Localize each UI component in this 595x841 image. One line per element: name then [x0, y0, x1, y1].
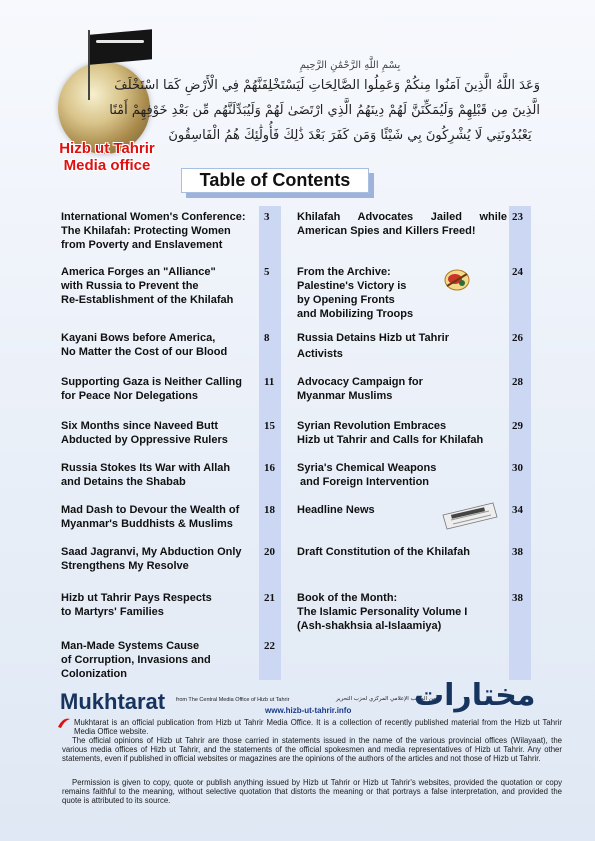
disclaimer-paragraph-3: Permission is given to copy, quote or publish anything issued by Hizb ut Tahrir or Hizb ut Tahrir's websites, provided the quotation or copy remains faithful to the meaning, without selective quotation that distorts the meaning or that portrays a false interpretation, and provided the quote is attributed to its source. — [62, 778, 562, 805]
toc-entry-title: Advocacy Campaign for Myanmar Muslims — [297, 376, 423, 402]
toc-entry-page: 15 — [264, 420, 275, 432]
toc-entry-page: 18 — [264, 504, 275, 516]
toc-entry-page: 24 — [512, 266, 523, 278]
verse-line-1: وَعَدَ اللَّهُ الَّذِينَ آمَنُوا مِنكُمْ وَعَمِلُوا الصَّالِحَاتِ لَيَسْتَخْلِفَنَّهُمْ فِي الْأَرْضِ كَمَا اسْتَخْلَفَ — [114, 78, 540, 93]
toc-entry-page: 22 — [264, 640, 275, 652]
toc-entry-page: 8 — [264, 332, 270, 344]
toc-entry-page: 28 — [512, 376, 523, 388]
toc-entry-title: Saad Jagranvi, My Abduction Only Strengthens My Resolve — [61, 546, 242, 572]
toc-entry-page: 34 — [512, 504, 523, 516]
toc-entry-page: 30 — [512, 462, 523, 474]
toc-entry-page: 16 — [264, 462, 275, 474]
toc-entry-title: Russia Stokes Its War with Allah and Detains the Shabab — [61, 462, 231, 488]
logo-title — [57, 140, 157, 174]
toc-entry-page: 3 — [264, 211, 270, 223]
brand-mukhtarat-ar: مختارات — [414, 678, 536, 713]
toc-entry-title: Draft Constitution of the Khilafah — [297, 546, 470, 558]
toc-entry-title: Russia Detains Hizb ut Tahrir Activists — [297, 332, 449, 360]
toc-entry-page: 21 — [264, 592, 275, 604]
toc-entry-title: Six Months since Naveed Butt Abducted by Oppressive Rulers — [61, 420, 228, 446]
toc-entry-title: Supporting Gaza is Neither Calling for Peace Nor Delegations — [61, 376, 242, 402]
toc-entry-title: Mad Dash to Devour the Wealth of Myanmar's Buddhists & Muslims — [61, 504, 240, 530]
toc-entry-title: Hizb ut Tahrir Pays Respects to Martyrs' Families — [61, 592, 212, 618]
toc-entry-title: Syrian Revolution Embraces Hizb ut Tahrir and Calls for Khilafah — [297, 420, 484, 446]
toc-entry-page: 26 — [512, 332, 523, 344]
newspaper-icon — [441, 501, 499, 531]
logo-line2: Media office — [63, 157, 151, 174]
toc-entry-title: From the Archive: Palestine's Victory is by Opening Fronts and Mobilizing Troops — [297, 266, 414, 320]
disclaimer-paragraph-1: Mukhtarat is an official publication from Hizb ut Tahrir Media Office. It is a collection of recently published material from the Hizb ut Tahrir Media Office website. — [74, 718, 562, 736]
logo-line1: Hizb ut Tahrir — [59, 140, 155, 157]
verse-line-3: يَعْبُدُونَنِي لَا يُشْرِكُونَ بِي شَيْئًا وَمَن كَفَرَ بَعْدَ ذَٰلِكَ فَأُولَٰئِكَ هُمُ الْفَاسِقُونَ — [168, 128, 532, 143]
toc-entry-page: 38 — [512, 546, 523, 558]
disclaimer-paragraph-2: The official opinions of Hizb ut Tahrir are those carried in statements issued in the name of the various provincial offices (Wilayaat), the various media offices of Hizb ut Tahrir, and the statements of the official spokesmen and media representatives of Hizb ut Tahrir. Any other statements, even if published in official websites or magazines are the opinions of the authors of the articles and not those of Hizb ut Tahrir. — [62, 736, 562, 763]
verse-line-2: الَّذِينَ مِن قَبْلِهِمْ وَلَيُمَكِّنَنَّ لَهُمْ دِينَهُمُ الَّذِي ارْتَضَىٰ لَهُمْ وَلَيُبَدِّلَنَّهُم مِّن بَعْدِ خَوْفِهِمْ أَمْنًا — [109, 103, 540, 118]
brand-mukhtarat: Mukhtarat — [60, 689, 166, 714]
toc-title: Table of Contents — [181, 168, 369, 193]
toc-entry-title: International Women's Conference: The Khilafah: Protecting Women from Poverty and Enslavement — [61, 211, 246, 251]
flag-script — [96, 40, 144, 43]
toc-entry-page: 11 — [264, 376, 275, 388]
brand-subtitle-en: from The Central Media Office of Hizb ut Tahrir — [176, 697, 290, 703]
toc-entry-page: 5 — [264, 266, 270, 278]
toc-entry-title: America Forges an "Alliance" with Russia to Prevent the Re-Establishment of the Khilafah — [61, 266, 234, 306]
toc-entry-page: 23 — [512, 211, 523, 223]
flag-icon — [90, 29, 152, 64]
website-link[interactable]: www.hizb-ut-tahrir.info — [265, 706, 352, 715]
toc-entry-page: 20 — [264, 546, 275, 558]
swoosh-icon — [57, 717, 71, 729]
toc-entry-title: Headline News — [297, 504, 375, 516]
toc-entry-page: 38 — [512, 592, 523, 604]
archive-illustration-icon — [443, 268, 471, 292]
toc-entry-title: Kayani Bows before America, No Matter the Cost of our Blood — [61, 332, 228, 358]
bismillah: بِسْمِ اللَّهِ الرَّحْمَٰنِ الرَّحِيمِ — [299, 60, 401, 71]
toc-entry-title: Khilafah Advocates Jailed while American Spies and Killers Freed! — [297, 211, 507, 237]
toc-entry-title: Syria's Chemical Weapons and Foreign Intervention — [297, 462, 437, 488]
brand-subtitle-ar: من المكتب الإعلامي المركزي لحزب التحرير — [336, 696, 436, 702]
toc-entry-page: 29 — [512, 420, 523, 432]
toc-entry-title: Man-Made Systems Cause of Corruption, Invasions and Colonization — [61, 640, 211, 680]
quran-verse — [109, 60, 540, 172]
toc-entry-title: Book of the Month: The Islamic Personality Volume I (Ash-shakhsia al-Islaamiya) — [297, 592, 468, 632]
